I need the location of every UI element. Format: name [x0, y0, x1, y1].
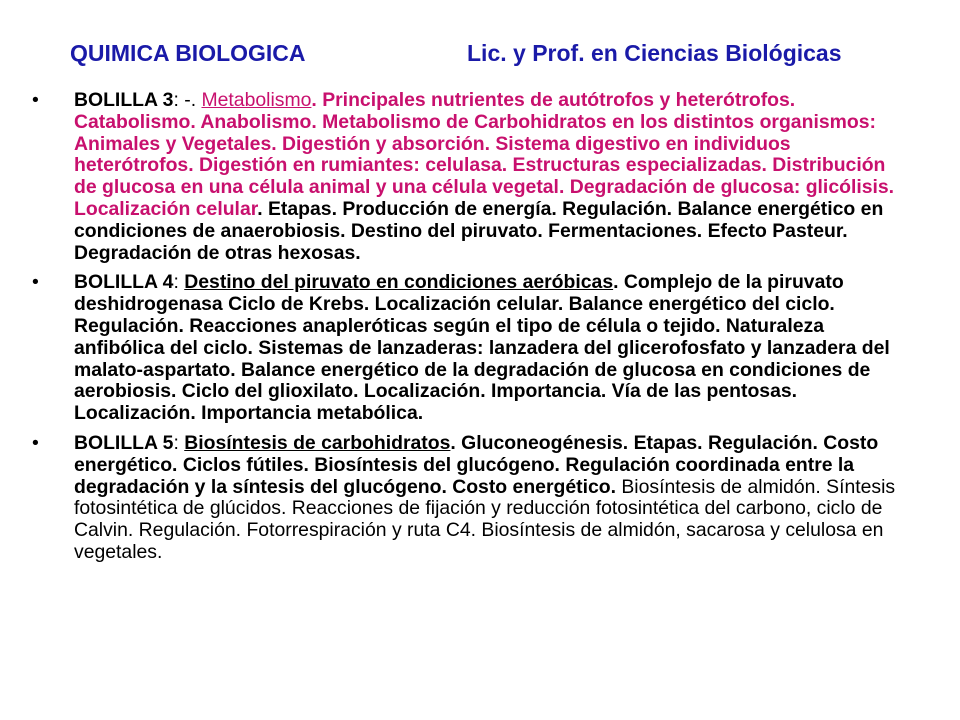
list-item-bolilla-5	[32, 433, 902, 564]
list-item-bolilla-3	[32, 90, 902, 264]
list-item-bolilla-4	[32, 272, 902, 425]
item-text: . Complejo de la piruvato deshidrogenasa Ciclo de Krebs. Localización celular. Balance energético del ciclo. Regulación. Reacciones anapleróticas según el tipo de célula o tejido. Naturaleza anfibólica del ciclo. Sistemas de lanzaderas: lanzadera del glicerofosfato y lanzadera del malato-aspartato. Balance energético de la degradación de glucosa en condiciones de aerobiosis. Ciclo del glioxilato. Localización. Importancia. Vía de las pentosas. Localización. Importancia metabólica.	[74, 271, 890, 425]
bullet-icon: •	[32, 89, 39, 111]
topic-list	[32, 90, 902, 572]
bullet-icon: •	[32, 271, 39, 294]
item-topic: Biosíntesis de carbohidratos	[184, 431, 451, 454]
item-label: BOLILLA 3	[74, 89, 174, 111]
item-colon: :	[173, 431, 185, 454]
item-dash: -.	[178, 89, 202, 111]
item-text: . Gluconeogénesis. Etapas. Regulación. Costo energético. Ciclos fútiles. Biosíntesis del glucógeno. Regulación coordinada entre la degradación y la síntesis del glucógeno. Costo energético.	[74, 431, 879, 498]
item-normal-text: Biosíntesis de almidón. Síntesis fotosintética de glúcidos. Reacciones de fijación y reducción fotosintética del carbono, ciclo de Calvin. Regulación. Fotorrespiración y ruta C4. Biosíntesis de almidón, sacarosa y celulosa en vegetales.	[74, 475, 896, 563]
item-highlight-text: . Principales nutrientes de autótrofos y heterótrofos. Catabolismo. Anabolismo. Metabolismo de Carbohidratos en los distintos organismos: Animales y Vegetales. Digestión y absorción. Sistema digestivo en individuos heterótrofos. Digestión en rumiantes: celulasa. Estructuras especializadas. Distribución de glucosa en una célula animal y una célula vegetal. Degradación de glucosa: glicólisis. Localización celular	[74, 89, 895, 220]
item-colon: :	[173, 271, 185, 294]
bullet-icon: •	[32, 431, 39, 454]
item-label: BOLILLA 5	[74, 431, 174, 454]
item-text: . Etapas. Producción de energía. Regulación. Balance energético en condiciones de anaerobiosis. Destino del piruvato. Fermentaciones. Efecto Pasteur. Degradación de otras hexosas.	[74, 197, 884, 264]
item-colon: :	[173, 89, 179, 111]
item-label: BOLILLA 4	[74, 271, 174, 294]
slide-title	[0, 40, 960, 76]
degree-title: Lic. y Prof. en Ciencias Biológicas	[467, 40, 842, 66]
course-title: QUIMICA BIOLOGICA	[70, 40, 306, 66]
item-topic: Metabolismo	[201, 89, 312, 111]
item-topic: Destino del piruvato en condiciones aeróbicas	[184, 271, 614, 294]
